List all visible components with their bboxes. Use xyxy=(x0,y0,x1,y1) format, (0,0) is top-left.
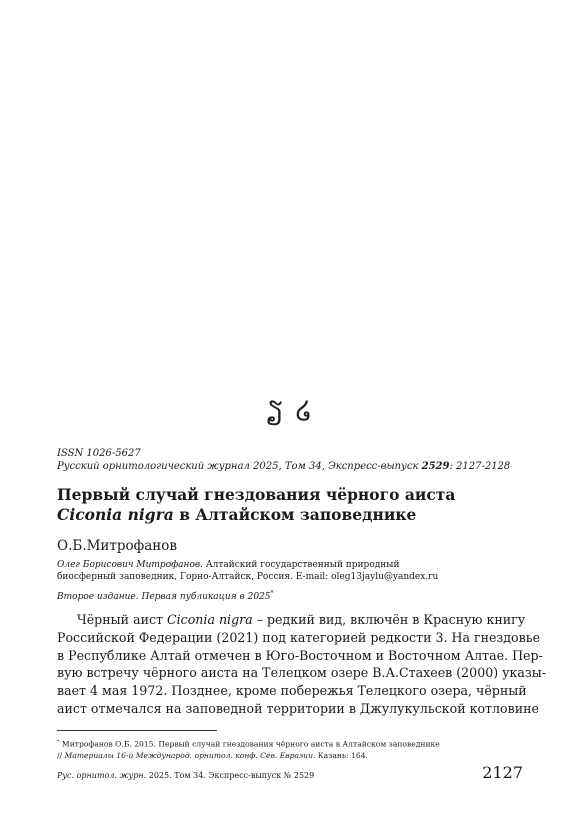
body-text-run: – редкий вид, включён в Красную книгу xyxy=(252,612,526,627)
author-affiliation xyxy=(57,559,527,583)
page-range: : 2127-2128 xyxy=(449,461,511,472)
footer-journal-abbrev: Рус. орнитол. журн. xyxy=(57,771,147,780)
journal-citation xyxy=(57,460,510,473)
footnote-mark: * xyxy=(57,739,60,745)
edition-text: Второе издание. Первая публикация в 2025 xyxy=(57,592,271,602)
affiliation-line-1: . Алтайский государственный природный xyxy=(200,560,400,570)
body-latin-name: Ciconia nigra xyxy=(167,612,253,627)
body-line: Российской Федерации (2021) под категорией редкости 3. На гнездовье xyxy=(57,629,541,645)
footer-issue-info: 2025. Том 34. Экспресс-выпуск № 2529 xyxy=(146,771,315,780)
journal-citation-prefix: Русский орнитологический журнал 2025, Том 34, Экспресс-выпуск xyxy=(57,461,422,472)
edition-note xyxy=(57,588,274,603)
ornament-fleuron: ຽ ໒ xyxy=(265,396,315,426)
footnote-prefix: // xyxy=(57,750,65,760)
title-line-2: в Алтайском заповеднике xyxy=(173,505,417,524)
footnote xyxy=(57,737,527,761)
issn: ISSN 1026-5627 xyxy=(57,448,141,459)
body-line: вает 4 мая 1972. Позднее, кроме побережья Телецкого озера, чёрный xyxy=(57,683,527,699)
running-footer xyxy=(57,770,314,781)
footnote-suffix: . Казань: 164. xyxy=(312,750,368,760)
title-latin-name: Ciconia nigra xyxy=(57,505,174,524)
footnote-divider xyxy=(57,730,217,731)
author-name: О.Б.Митрофанов xyxy=(57,538,177,554)
footnote-line-2 xyxy=(57,750,527,761)
title-line-1: Первый случай гнездования чёрного аиста xyxy=(57,485,456,504)
footnote-source-title: Материалы 16-й Международ. орнитол. конф. Сев. Евразии xyxy=(64,750,313,760)
page-number: 2127 xyxy=(482,763,523,782)
footnote-line-1 xyxy=(57,737,527,750)
affiliation-line-2: биосферный заповедник, Горно-Алтайск, Россия. E-mail: oleg13jaylu@yandex.ru xyxy=(57,572,439,582)
body-text-run: Чёрный аист xyxy=(77,612,167,627)
body-line: в Республике Алтай отмечен в Юго-Восточном и Восточном Алтае. Пер- xyxy=(57,647,543,663)
journal-metadata xyxy=(57,447,510,473)
body-line: аист отмечался на заповедной территории в Джулукульской котловине xyxy=(57,700,539,716)
edition-footnote-mark: * xyxy=(270,590,274,597)
footnote-text: Митрофанов О.Б. 2015. Первый случай гнездования чёрного аиста в Алтайском заповеднике xyxy=(59,739,440,749)
body-paragraph xyxy=(57,611,547,718)
article-title xyxy=(57,485,527,525)
body-line xyxy=(57,611,526,629)
body-line: вую встречу чёрного аиста на Телецком озере В.А.Стахеев (2000) указы- xyxy=(57,665,547,681)
issue-number: 2529 xyxy=(421,461,450,472)
affiliation-author-name: Олег Борисович Митрофанов xyxy=(57,560,201,570)
